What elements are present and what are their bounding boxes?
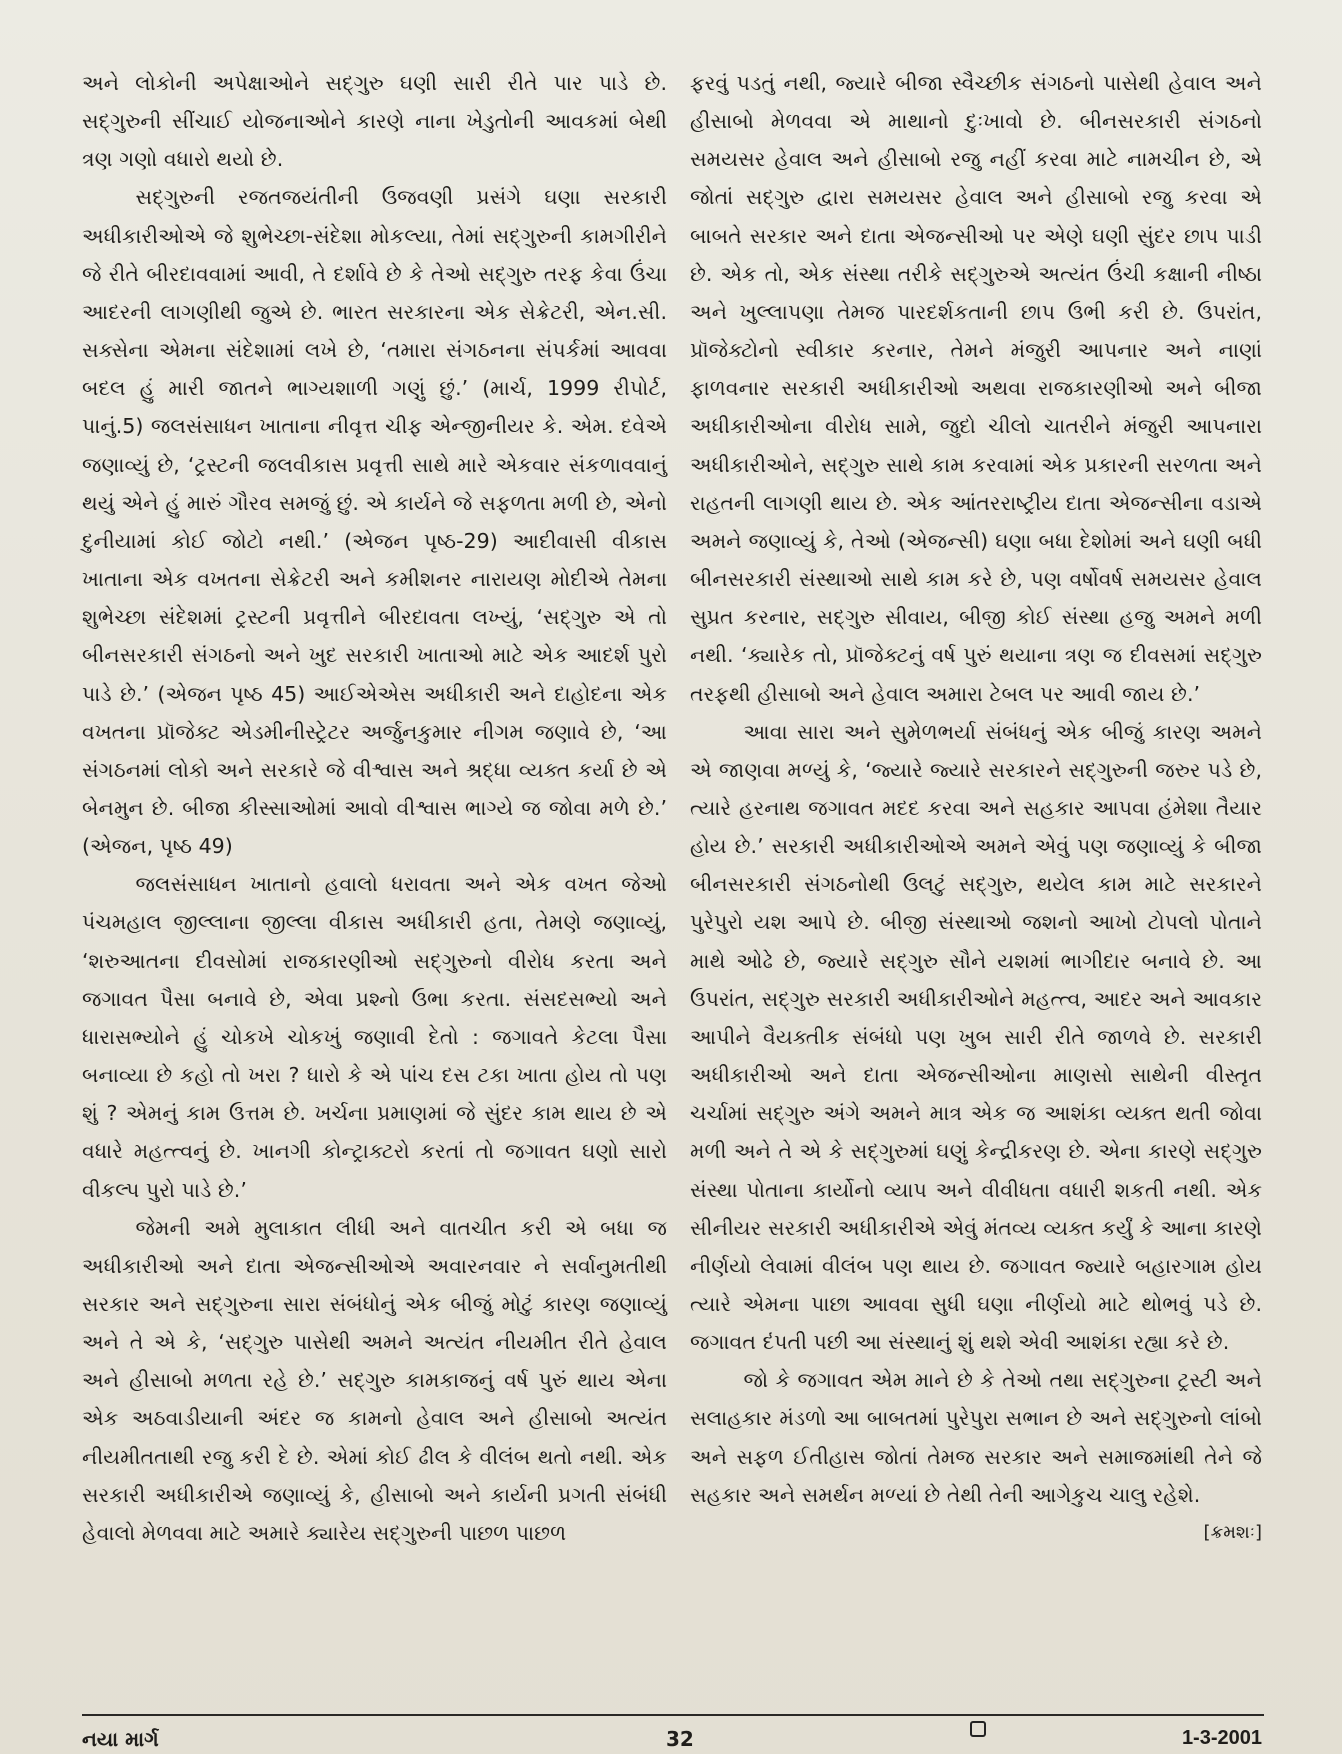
paragraph: ફરવું પડતું નથી, જ્યારે બીજા સ્વૈચ્છીક સંગઠનો પાસેથી હેવાલ અને હીસાબો મેળવવા એ માથાનો દુઃખાવો છે. બીનસરકારી સંગઠનો સમયસર હેવાલ અને હીસાબો રજુ નહીં કરવા માટે નામચીન છે, એ જોતાં સદ્‌ગુરુ દ્વારા સમયસર હેવાલ અને હીસાબો રજુ કરવા એ બાબતે સરકાર અને દાતા એજન્સીઓ પર એણે ઘણી સુંદર છાપ પાડી છે. એક તો, એક સંસ્થા તરીકે સદ્‌ગુરુએ અત્યંત ઉંચી કક્ષાની નીષ્ઠા અને ખુલ્લાપણા તેમજ પારદર્શકતાની છાપ ઉભી કરી છે. ઉપરાંત, પ્રૉજેક્ટોનો સ્વીકાર કરનાર, તેમને મંજુરી આપનાર અને નાણાં ફાળવનાર સરકારી અધીકારીઓ અથવા રાજકારણીઓ અને બીજા અધીકારીઓના વીરોધ સામે, જુદો ચીલો ચાતરીને મંજુરી આપનારા અધીકારીઓને, સદ્‌ગુરુ સાથે કામ કરવામાં એક પ્રકારની સરળતા અને રાહતની લાગણી થાય છે. એક આંતરરાષ્ટ્રીય દાતા એજન્સીના વડાએ અમને જણાવ્યું કે, તેઓ (એજન્સી) ઘણા બધા દેશોમાં અને ઘણી બધી બીનસરકારી સંસ્થાઓ સાથે કામ કરે છે, પણ વર્ષોવર્ષ સમયસર હેવાલ સુપ્રત કરનાર, સદ્‌ગુરુ સીવાય, બીજી કોઈ સંસ્થા હજુ અમને મળી નથી. ‘ક્યારેક તો, પ્રૉજેક્ટનું વર્ષ પુરું થયાના ત્રણ જ દીવસમાં સદ્‌ગુરુ તરફથી હીસાબો અને હેવાલ અમારા ટેબલ પર આવી જાય છે.’ xyxy=(690,71,1262,706)
page-number: 32 xyxy=(666,1727,694,1751)
paragraph: જો કે જગાવત એમ માને છે કે તેઓ તથા સદ્‌ગુરુના ટ્રસ્ટી અને સલાહકાર મંડળો આ બાબતમાં પુરેપુરા સભાન છે અને સદ્‌ગુરુનો લાંબો અને સફળ ઈતીહાસ જોતાં તેમજ સરકાર અને સમાજમાંથી તેને જે સહકાર અને સમર્થન મળ્યાં છે તેથી તેની આગેકુચ ચાલુ રહેશે. xyxy=(690,1368,1262,1507)
footer-rule xyxy=(82,1714,1264,1716)
right-column xyxy=(690,64,1262,1552)
magazine-name: નયા માર્ગ xyxy=(82,1727,159,1751)
paragraph: સદ્‌ગુરુની રજતજયંતીની ઉજવણી પ્રસંગે ઘણા સરકારી અધીકારીઓએ જે શુભેચ્છા-સંદેશા મોકલ્યા, તેમાં સદ્‌ગુરુની કામગીરીને જે રીતે બીરદાવવામાં આવી, તે દર્શાવે છે કે તેઓ સદ્‌ગુરુ તરફ કેવા ઉંચા આદરની લાગણીથી જુએ છે. ભારત સરકારના એક સેક્રેટરી, એન.સી. સક્સેના એમના સંદેશામાં લખે છે, ‘તમારા સંગઠનના સંપર્કમાં આવવા બદલ હું મારી જાતને ભાગ્યશાળી ગણું છું.’ (માર્ચ, 1999 રીપોર્ટ, પાનું.5) જલસંસાધન ખાતાના નીવૃત્ત ચીફ એન્જીનીયર કે. એમ. દવેએ જણાવ્યું છે, ‘ટ્રસ્ટની જલવીકાસ પ્રવૃત્તી સાથે મારે એકવાર સંકળાવવાનું થયું એને હું મારું ગૌરવ સમજું છું. એ કાર્યને જે સફળતા મળી છે, એનો દુનીયામાં કોઈ જોટો નથી.’ (એજન પૃષ્ઠ-29) આદીવાસી વીકાસ ખાતાના એક વખતના સેક્રેટરી અને કમીશનર નારાયણ મોદીએ તેમના શુભેચ્છા સંદેશમાં ટ્રસ્ટની પ્રવૃત્તીને બીરદાવતા લખ્યું, ‘સદ્‌ગુરુ એ તો બીનસરકારી સંગઠનો અને ખુદ સરકારી ખાતાઓ માટે એક આદર્શ પુરો પાડે છે.’ (એજન પૃષ્ઠ 45) આઈએએસ અધીકારી અને દાહોદના એક વખતના પ્રૉજેક્ટ એડમીનીસ્ટ્રેટર અર્જુનકુમાર નીગમ જણાવે છે, ‘આ સંગઠનમાં લોકો અને સરકારે જે વીશ્વાસ અને શ્રદ્ધા વ્યક્ત કર્યા છે એ બેનમુન છે. બીજા કીસ્સાઓમાં આવો વીશ્વાસ ભાગ્યે જ જોવા મળે છે.’ (એજન, પૃષ્ઠ 49) xyxy=(82,185,667,859)
continued-marker: [ક્રમશઃ] xyxy=(1203,1521,1262,1543)
end-of-article-icon xyxy=(970,1721,986,1737)
paragraph: જેમની અમે મુલાકાત લીધી અને વાતચીત કરી એ બધા જ અધીકારીઓ અને દાતા એજન્સીઓએ અવારનવાર ને સર્વાનુમતીથી સરકાર અને સદ્‌ગુરુના સારા સંબંધોનું એક બીજું મોટું કારણ જણાવ્યું અને તે એ કે, ‘સદ્‌ગુરુ પાસેથી અમને અત્યંત નીયમીત રીતે હેવાલ અને હીસાબો મળતા રહે છે.’ સદ્‌ગુરુ કામકાજનું વર્ષ પુરું થાય એના એક અઠવાડીયાની અંદર જ કામનો હેવાલ અને હીસાબો અત્યંત નીયમીતતાથી રજુ કરી દે છે. એમાં કોઈ ઢીલ કે વીલંબ થતો નથી. એક સરકારી અધીકારીએ જણાવ્યું કે, હીસાબો અને કાર્યની પ્રગતી સંબંધી હેવાલો મેળવવા માટે અમારે ક્યારેય સદ્‌ગુરુની પાછળ પાછળ xyxy=(82,1215,667,1545)
paragraph: આવા સારા અને સુમેળભર્યા સંબંધનું એક બીજું કારણ અમને એ જાણવા મળ્યું કે, ‘જ્યારે જ્યારે સરકારને સદ્‌ગુરુની જરુર પડે છે, ત્યારે હરનાથ જગાવત મદદ કરવા અને સહકાર આપવા હંમેશા તૈયાર હોય છે.’ સરકારી અધીકારીઓએ અમને એવું પણ જણાવ્યું કે બીજા બીનસરકારી સંગઠનોથી ઉલટું સદ્‌ગુરુ, થયેલ કામ માટે સરકારને પુરેપુરો યશ આપે છે. બીજી સંસ્થાઓ જશનો આખો ટોપલો પોતાને માથે ઓઢે છે, જ્યારે સદ્‌ગુરુ સૌને યશમાં ભાગીદાર બનાવે છે. આ ઉપરાંત, સદ્‌ગુરુ સરકારી અધીકારીઓને મહત્ત્વ, આદર અને આવકાર આપીને વૈયક્તીક સંબંધો પણ ખુબ સારી રીતે જાળવે છે. સરકારી અધીકારીઓ અને દાતા એજન્સીઓના માણસો સાથેની વીસ્તૃત ચર્ચામાં સદ્‌ગુરુ અંગે અમને માત્ર એક જ આશંકા વ્યક્ત થતી જોવા મળી અને તે એ કે સદ્‌ગુરુમાં ઘણું કેન્દ્રીકરણ છે. એના કારણે સદ્‌ગુરુ સંસ્થા પોતાના કાર્યોનો વ્યાપ અને વીવીધતા વધારી શકતી નથી. એક સીનીયર સરકારી અધીકારીએ એવું મંતવ્ય વ્યક્ત કર્યું કે આના કારણે નીર્ણયો લેવામાં વીલંબ પણ થાય છે. જગાવત જ્યારે બહારગામ હોય ત્યારે એમના પાછા આવવા સુધી ઘણા નીર્ણયો માટે થોભવું પડે છે. જગાવત દંપતી પછી આ સંસ્થાનું શું થશે એવી આશંકા રહ્યા કરે છે. xyxy=(690,719,1262,1355)
paragraph: અને લોકોની અપેક્ષાઓને સદ્‌ગુરુ ઘણી સારી રીતે પાર પાડે છે. સદ્‌ગુરુની સીંચાઈ યોજનાઓને કારણે નાના ખેડુતોની આવકમાં બેથી ત્રણ ગણો વધારો થયો છે. xyxy=(82,71,667,172)
left-column xyxy=(82,64,667,1552)
issue-date: 1-3-2001 xyxy=(1181,1727,1262,1749)
paragraph: જલસંસાધન ખાતાનો હવાલો ધરાવતા અને એક વખત જેઓ પંચમહાલ જીલ્લાના જીલ્લા વીકાસ અધીકારી હતા, તેમણે જણાવ્યું, ‘શરુઆતના દીવસોમાં રાજકારણીઓ સદ્‌ગુરુનો વીરોધ કરતા અને જગાવત પૈસા બનાવે છે, એવા પ્રશ્નો ઉભા કરતા. સંસદસભ્યો અને ધારાસભ્યોને હું ચોકખે ચોકખું જણાવી દેતો : જગાવતે કેટલા પૈસા બનાવ્યા છે કહો તો ખરા ? ધારો કે એ પાંચ દસ ટકા ખાતા હોય તો પણ શું ? એમનું કામ ઉત્તમ છે. ખર્ચના પ્રમાણમાં જે સુંદર કામ થાય છે એ વધારે મહત્ત્વનું છે. ખાનગી કોન્ટ્રાક્ટરો કરતાં તો જગાવત ઘણો સારો વીકલ્પ પુરો પાડે છે.’ xyxy=(82,872,667,1202)
